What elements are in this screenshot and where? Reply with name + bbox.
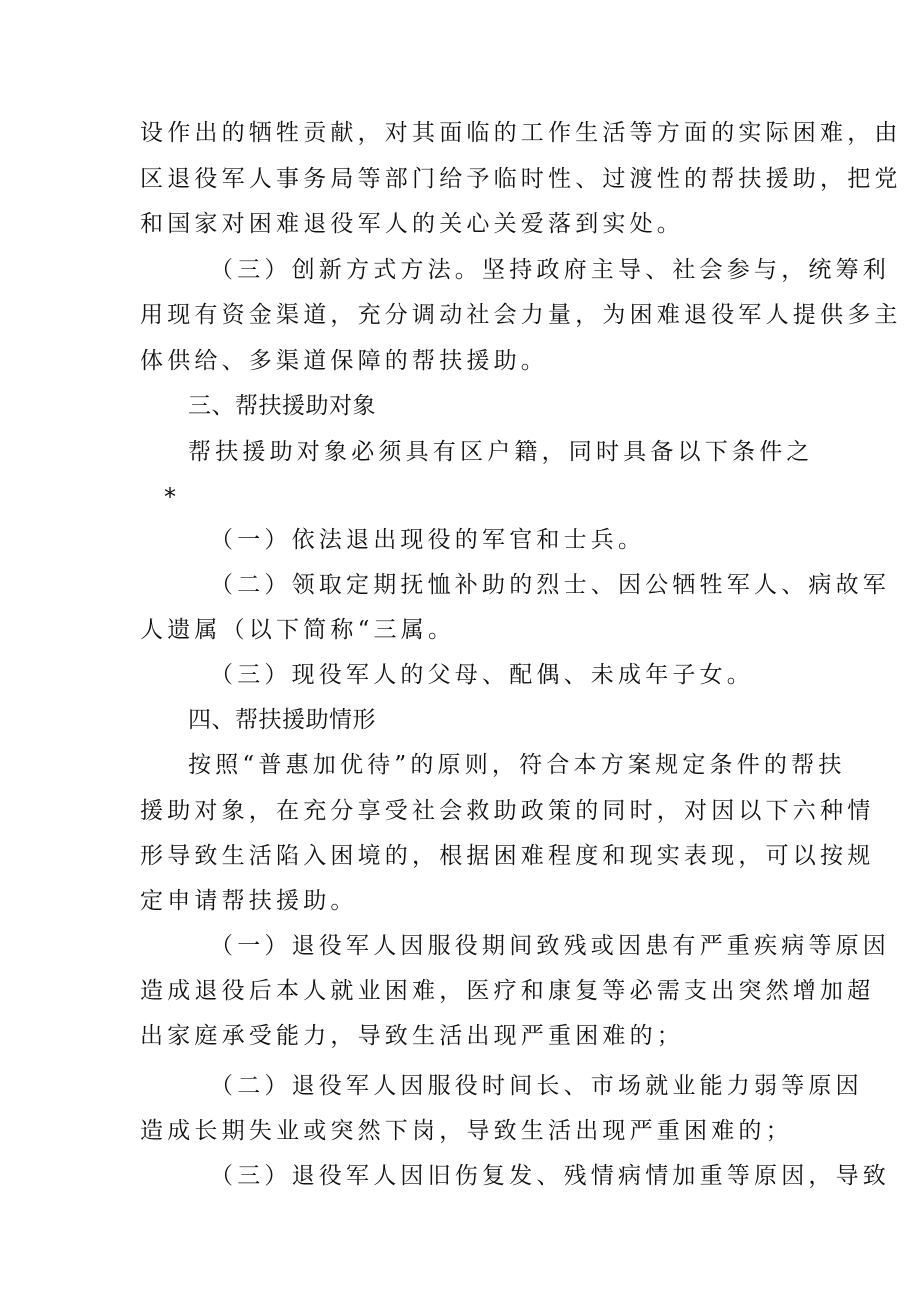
body-line: 和国家对困难退役军人的关心关爱落到实处。 bbox=[140, 211, 684, 237]
section-heading-4: 四、帮扶援助情形 bbox=[188, 707, 376, 733]
list-item-line: （三）现役军人的父母、配偶、未成年子女。 bbox=[210, 662, 754, 688]
body-line: 人遗属（以下简称“三属。 bbox=[140, 617, 456, 643]
list-item-line: （三）退役军人因旧伤复发、残情病情加重等原因，导致 bbox=[210, 1163, 890, 1189]
body-line: 形导致生活陷入困境的，根据困难程度和现实表现，可以按规 bbox=[140, 843, 875, 869]
list-item-line: （二）退役军人因服役时间长、市场就业能力弱等原因 bbox=[210, 1073, 863, 1099]
body-line: 体供给、多渠道保障的帮扶援助。 bbox=[140, 348, 548, 374]
body-line: 设作出的牺牲贡献，对其面临的工作生活等方面的实际困难，由 bbox=[140, 120, 902, 146]
paragraph-start-line: 帮扶援助对象必须具有区户籍，同时具备以下条件之 bbox=[188, 439, 814, 465]
paragraph-start-line: （三）创新方式方法。坚持政府主导、社会参与，统筹利 bbox=[210, 257, 890, 283]
paragraph-start-line: 按照“普惠加优待”的原则，符合本方案规定条件的帮扶 bbox=[188, 752, 846, 778]
section-heading-3: 三、帮扶援助对象 bbox=[188, 393, 376, 419]
list-item-line: （一）退役军人因服役期间致残或因患有严重疾病等原因 bbox=[210, 933, 890, 959]
body-line: 援助对象，在充分享受社会救助政策的同时，对因以下六种情 bbox=[140, 798, 875, 824]
body-line: 造成长期失业或突然下岗，导致生活出现严重困难的； bbox=[140, 1118, 793, 1144]
body-line: 造成退役后本人就业困难，医疗和康复等必需支出突然增加超 bbox=[140, 978, 875, 1004]
asterisk-mark: * bbox=[164, 483, 176, 511]
body-line: 区退役军人事务局等部门给予临时性、过渡性的帮扶援助，把党 bbox=[140, 166, 902, 192]
list-item-line: （二）领取定期抚恤补助的烈士、因公牺牲军人、病故军 bbox=[210, 572, 890, 598]
body-line: 出家庭承受能力，导致生活出现严重困难的； bbox=[140, 1023, 684, 1049]
list-item-line: （一）依法退出现役的军官和士兵。 bbox=[210, 527, 646, 553]
body-line: 用现有资金渠道，充分调动社会力量，为困难退役军人提供多主 bbox=[140, 302, 902, 328]
body-line: 定申请帮扶援助。 bbox=[140, 888, 358, 914]
